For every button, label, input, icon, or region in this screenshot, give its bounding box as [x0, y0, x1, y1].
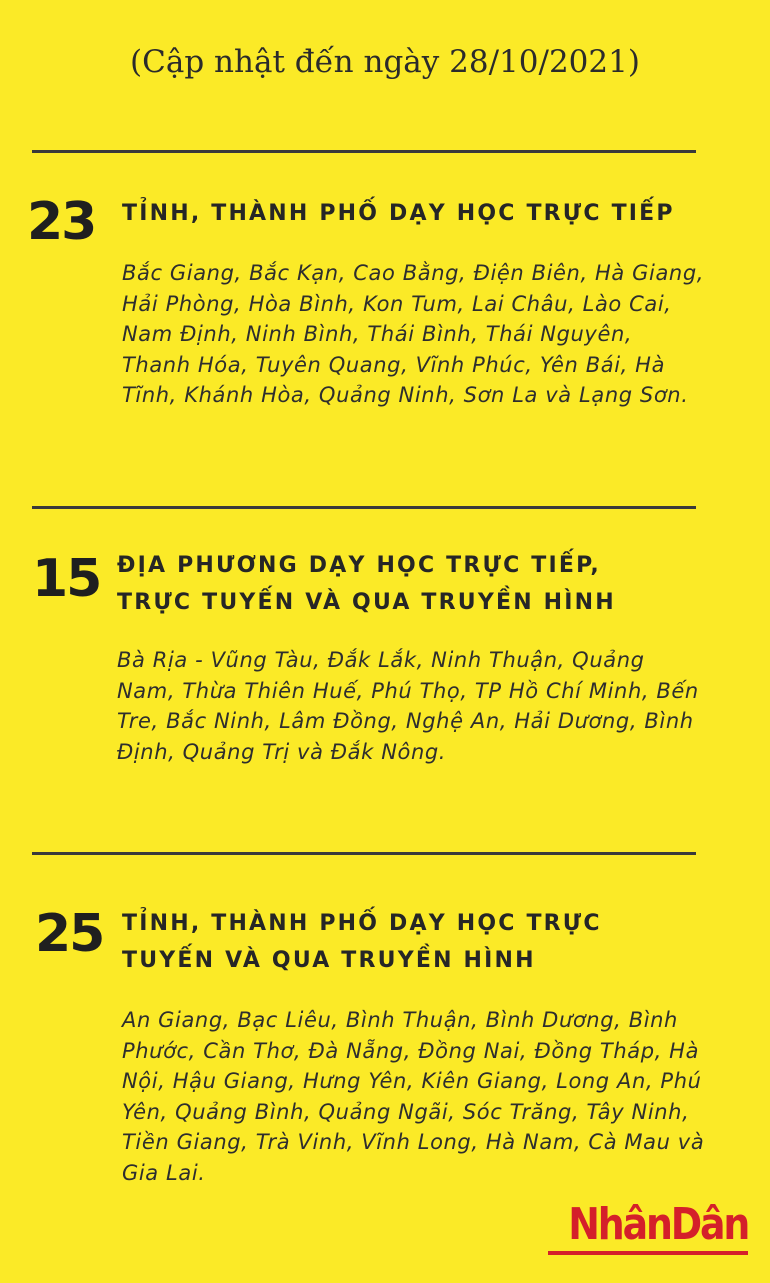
logo-underline	[548, 1251, 748, 1255]
subtitle-date: (Cập nhật đến ngày 28/10/2021)	[130, 44, 640, 80]
section-2-number: 15	[32, 549, 101, 609]
section-2-body: Bà Rịa - Vũng Tàu, Đắk Lắk, Ninh Thuận, Quảng Nam, Thừa Thiên Huế, Phú Thọ, TP Hồ Chí Minh, Bến Tre, Bắc Ninh, Lâm Đồng, Nghệ An, Hải Dương, Bình Định, Quảng Trị và Đắk Nông.	[117, 648, 699, 764]
section-1-number: 23	[27, 192, 96, 252]
section-3-heading: TỈNH, THÀNH PHỐ DẠY HỌC TRỰC TUYẾN VÀ QUA TRUYỀN HÌNH	[122, 911, 602, 973]
section-1-body: Bắc Giang, Bắc Kạn, Cao Bằng, Điện Biên, Hà Giang, Hải Phòng, Hòa Bình, Kon Tum, Lai Châu, Lào Cai, Nam Định, Ninh Bình, Thái Bình, Thái Nguyên, Thanh Hóa, Tuyên Quang, Vĩnh Phúc, Yên Bái, Hà Tĩnh, Khánh Hòa, Quảng Ninh, Sơn La và Lạng Sơn.	[122, 261, 705, 408]
divider-middle	[32, 506, 696, 509]
nhandan-logo: NhânDân	[568, 1199, 748, 1250]
section-1-heading: TỈNH, THÀNH PHỐ DẠY HỌC TRỰC TIẾP	[122, 201, 675, 226]
divider-lower	[32, 852, 696, 855]
section-3-body: An Giang, Bạc Liêu, Bình Thuận, Bình Dương, Bình Phước, Cần Thơ, Đà Nẵng, Đồng Nai, Đồng Tháp, Hà Nội, Hậu Giang, Hưng Yên, Kiên Giang, Long An, Phú Yên, Quảng Bình, Quảng Ngãi, Sóc Trăng, Tây Ninh, Tiền Giang, Trà Vinh, Vĩnh Long, Hà Nam, Cà Mau và Gia Lai.	[122, 1008, 705, 1185]
divider-top	[32, 150, 696, 153]
section-3-number: 25	[35, 904, 104, 964]
section-2-heading: ĐỊA PHƯƠNG DẠY HỌC TRỰC TIẾP, TRỰC TUYẾN VÀ QUA TRUYỀN HÌNH	[117, 553, 616, 615]
